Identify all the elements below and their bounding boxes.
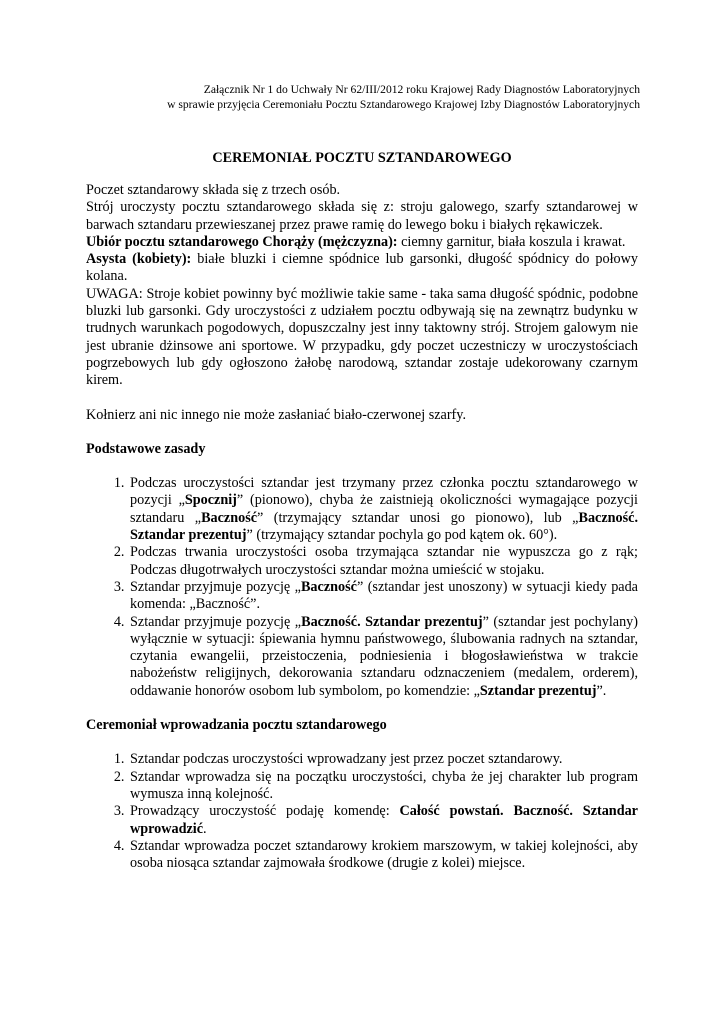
bold-term: Sztandar prezentuj <box>479 682 597 699</box>
intro-paragraph-2: Strój uroczysty pocztu sztandarowego składa się z: stroju galowego, szarfy sztandarowej w barwach sztandaru przewieszanej przez prawe ramię do lewego boku i białych rękawiczek. <box>86 199 638 233</box>
intro-paragraph-6: Kołnierz ani nic innego nie może zasłaniać biało-czerwonej szarfy. <box>86 406 466 423</box>
text-span: . <box>203 820 207 837</box>
text-span: ” (sztandar jest unoszony) w sytuacji kiedy pada komenda: „Baczność”. <box>130 578 638 613</box>
text-span: ”. <box>596 682 607 699</box>
text-span: ” (trzymający sztandar pochyla go pod kątem ok. 60°). <box>246 527 558 544</box>
list-item: 1. Sztandar podczas uroczystości wprowadzany jest przez poczet sztandarowy. <box>128 751 638 768</box>
bold-term: Baczność. Sztandar prezentuj <box>301 613 483 630</box>
section-heading-ceremony: Ceremoniał wprowadzania pocztu sztandarowego <box>86 717 387 734</box>
text-span: Podczas uroczystości sztandar jest trzymany przez członka pocztu sztandarowego w pozycji „ <box>130 475 638 509</box>
list-item <box>128 579 638 614</box>
intro-paragraph-4 <box>86 251 638 286</box>
bold-label: Ubiór pocztu sztandarowego Chorąży (mężczyzna): <box>86 233 398 250</box>
document-body <box>86 182 638 872</box>
bold-term: Baczność. Sztandar prezentuj <box>130 509 638 544</box>
bold-term: Całość powstań. Baczność. Sztandar wprowadzić <box>130 803 638 837</box>
text-span: Sztandar przyjmuje pozycję „ <box>130 578 301 595</box>
bold-term: Baczność <box>201 509 258 526</box>
intro-paragraph-1: Poczet sztandarowy składa się z trzech osób. <box>86 182 341 198</box>
list-item: 4. Sztandar wprowadza poczet sztandarowy krokiem marszowym, w takiej kolejności, aby osoba niosąca sztandar zajmowała środkowe (drugie z kolei) miejsce. <box>128 838 638 873</box>
list-item: 2. Podczas trwania uroczystości osoba trzymająca sztandar nie wypuszcza go z rąk; Podczas długotrwałych uroczystości sztandar można umieścić w stojaku. <box>128 544 638 579</box>
bold-term: Baczność <box>300 578 357 595</box>
list-item <box>128 803 638 838</box>
bold-term: Spocznij <box>184 492 237 509</box>
text-span: ciemny garnitur, biała koszula i krawat. <box>397 233 626 250</box>
text-span: ” (trzymający sztandar unosi go pionowo), lub „ <box>257 509 579 526</box>
header-line-2: w sprawie przyjęcia Ceremoniału Pocztu Sztandarowego Krajowej Izby Diagnostów Laboratoryjnych <box>167 98 640 111</box>
list-item <box>128 614 638 700</box>
text-span: Prowadzący uroczystość podaję komendę: <box>130 803 400 820</box>
ceremony-list <box>86 751 638 872</box>
section-heading-rules: Podstawowe zasady <box>86 440 206 457</box>
text-span: białe bluzki i ciemne spódnice lub garsonki, długość spódnicy do połowy kolana. <box>86 251 638 285</box>
rules-list <box>86 475 638 700</box>
list-item: 2. Sztandar wprowadza się na początku uroczystości, chyba że jej charakter lub program wymusza inną kolejność. <box>128 769 638 804</box>
document-title: CEREMONIAŁ POCZTU SZTANDAROWEGO <box>212 150 512 166</box>
intro-paragraph-5: UWAGA: Stroje kobiet powinny być możliwie takie same - taka sama długość spódnic, podobne bluzki lub garsonki. Gdy uroczystości z udziałem pocztu odbywają się na zewnątrz budynku w trudnych warunkach pogodowych, dopuszczalny jest inny taktowny strój. Strojem galowym nie jest ubranie dżinsowe ani sportowe. W przypadku, gdy poczet uczestniczy w uroczystościach pogrzebowych lub gdy ogłoszono żałobę narodową, sztandar zostaje udekorowany czarnym kirem. <box>86 285 638 389</box>
text-span: Sztandar przyjmuje pozycję „ <box>130 613 302 630</box>
text-span: ” (sztandar jest pochylany) wyłącznie w sytuacji: śpiewania hymnu państwowego, ślubowania radnych na sztandar, czytania ewangelii, przeistoczenia, podniesienia i błogosławieństwa w trakcie nabożeństw religijnych, dekorowania sztandaru odznaczeniem (medalem, orderem), oddawanie honorów osobom lub symbolom, po komendzie: „ <box>130 613 638 699</box>
intro-paragraph-3 <box>86 234 638 251</box>
bold-label: Asysta (kobiety): <box>86 251 192 268</box>
header-line-1: Załącznik Nr 1 do Uchwały Nr 62/III/2012 roku Krajowej Rady Diagnostów Laboratoryjnych <box>203 83 640 96</box>
document-header <box>84 82 640 112</box>
list-item <box>128 475 638 544</box>
text-span: ” (pionowo), chyba że zaistnieją okoliczności wymagające pozycji sztandaru „ <box>130 492 638 526</box>
